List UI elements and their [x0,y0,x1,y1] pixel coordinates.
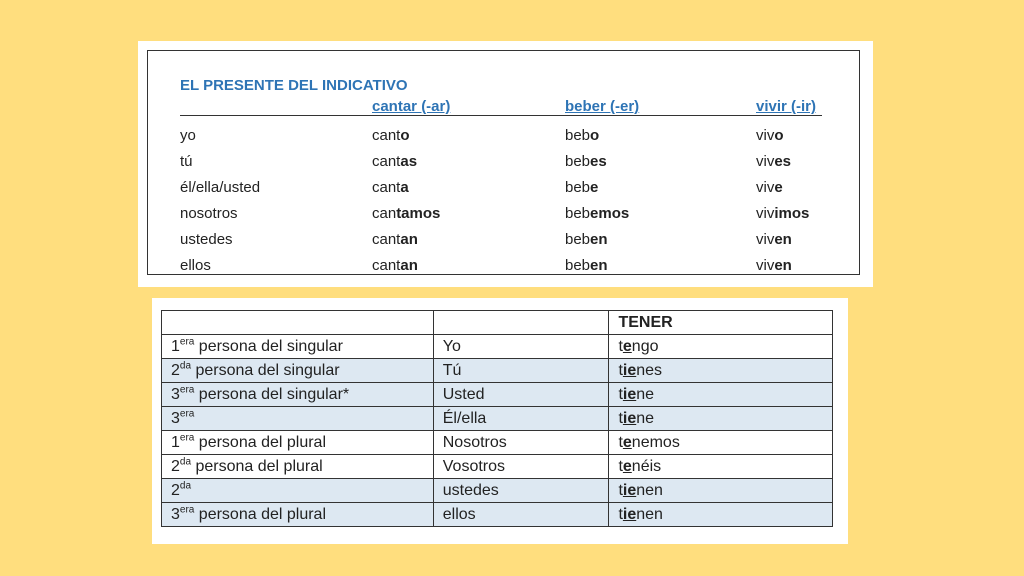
verb-ending: es [590,153,607,170]
conjugated-form-ar [372,127,410,144]
header-beber: beber (-er) [565,98,640,115]
verb-stem: can [372,205,397,222]
person-description: persona del plural [194,433,326,451]
header-empty-cell [433,311,609,335]
verb-ending: es [774,153,792,170]
stem-change: ie [622,385,637,403]
tener-form-cell [609,431,833,455]
tener-form-cell [609,335,833,359]
tener-row [162,359,833,383]
pronoun: yo [180,127,196,144]
verb-start: t [618,505,623,523]
verb-ending: tamos [396,205,441,222]
verb-ending: o [400,127,410,144]
tener-form-cell [609,359,833,383]
person-cell [162,479,434,503]
verb-rest: ne [636,385,655,403]
conjugated-form-ir [756,231,792,248]
person-number: 2 [171,457,180,475]
person-description: persona del singular [191,361,340,379]
tener-table [161,310,833,527]
person-cell [162,383,434,407]
person-number: 1 [171,433,180,451]
conjugated-form-er [565,231,608,248]
header-cantar: cantar (-ar) [372,98,451,115]
verb-stem: viv [756,127,775,144]
verb-stem: viv [756,231,775,248]
verb-rest: néis [631,457,662,475]
conjugated-form-ar [372,205,440,222]
conjugated-form-er [565,153,607,170]
person-cell [162,359,434,383]
person-description: persona del singular [194,337,343,355]
conjugated-form-ir [756,179,783,196]
conjugated-form-er [565,257,608,274]
ordinal-suffix: da [179,456,192,468]
person-number: 2 [171,481,180,499]
pronoun-cell: ustedes [433,479,609,503]
tener-form-cell [609,479,833,503]
pronoun: ustedes [180,231,233,248]
verb-start: t [618,337,623,355]
pronoun-cell: Tú [433,359,609,383]
conjugated-form-ir [756,127,784,144]
verb-stem: beb [565,231,591,248]
conjugation-row [148,231,859,257]
conjugated-form-ar [372,257,418,274]
verb-stem: viv [756,205,775,222]
verb-ending: en [590,231,608,248]
stem-change: ie [622,409,637,427]
verb-rest: nen [636,481,663,499]
person-description: persona del plural [194,505,326,523]
pronoun-cell: Vosotros [433,455,609,479]
conjugated-form-ar [372,153,417,170]
verb-stem: beb [565,127,591,144]
verb-start: t [618,457,623,475]
header-vivir: vivir (-ir) [756,98,817,115]
verb-ending: imos [774,205,810,222]
ordinal-suffix: era [179,432,195,444]
conjugation-row [148,257,859,283]
person-number: 1 [171,337,180,355]
header-empty-cell [162,311,434,335]
person-cell [162,335,434,359]
person-number: 3 [171,409,180,427]
conjugated-form-er [565,179,598,196]
conjugation-row [148,179,859,205]
pronoun: nosotros [180,205,238,222]
verb-ending: o [774,127,784,144]
verb-rest: nemos [631,433,680,451]
tener-header-row [162,311,833,335]
verb-ending: as [400,153,418,170]
verb-stem: cant [372,231,401,248]
person-cell [162,455,434,479]
pronoun: tú [180,153,193,170]
ordinal-suffix: era [179,384,195,396]
conjugated-form-ir [756,153,791,170]
person-description: persona del singular* [194,385,350,403]
tener-panel [152,298,848,544]
verb-ending: en [774,231,792,248]
pronoun: ellos [180,257,211,274]
ordinal-suffix: da [179,480,192,492]
ordinal-suffix: era [179,504,195,516]
verb-stem: cant [372,257,401,274]
verb-start: t [618,385,623,403]
stem-change: e [622,457,632,475]
conjugated-form-er [565,127,599,144]
tener-row [162,455,833,479]
verb-stem: viv [756,179,775,196]
verb-rest: ngo [631,337,659,355]
stem-change: ie [622,481,637,499]
person-cell [162,407,434,431]
verb-ending: en [590,257,608,274]
stem-change: e [622,337,632,355]
pronoun-cell: ellos [433,503,609,527]
tener-row [162,431,833,455]
verb-stem: cant [372,179,401,196]
verb-stem: beb [565,205,591,222]
verb-stem: beb [565,257,591,274]
verb-stem: beb [565,179,591,196]
stem-change: e [622,433,632,451]
conjugation-row [148,127,859,153]
person-cell [162,503,434,527]
verb-stem: beb [565,153,591,170]
verb-ending: e [774,179,783,196]
verb-ending: an [400,257,418,274]
verb-rest: ne [636,409,655,427]
pronoun-cell: Nosotros [433,431,609,455]
tener-form-cell [609,407,833,431]
verb-stem: viv [756,153,775,170]
tener-row [162,383,833,407]
person-number: 3 [171,385,180,403]
person-number: 3 [171,505,180,523]
stem-change: ie [622,361,637,379]
tener-form-cell [609,455,833,479]
pronoun-cell: Usted [433,383,609,407]
verb-ending: en [774,257,792,274]
tener-form-cell [609,503,833,527]
verb-ending: e [590,179,599,196]
verb-start: t [618,433,623,451]
conjugation-row [148,153,859,179]
verb-stem: viv [756,257,775,274]
verb-stem: cant [372,127,401,144]
conjugated-form-ir [756,205,809,222]
person-description: persona del plural [191,457,323,475]
ordinal-suffix: era [179,336,195,348]
conjugated-form-ar [372,179,409,196]
pronoun: él/ella/usted [180,179,261,196]
verb-ending: o [590,127,600,144]
person-number: 2 [171,361,180,379]
verb-ending: an [400,231,418,248]
conjugated-form-er [565,205,629,222]
tener-row [162,503,833,527]
pronoun-cell: Él/ella [433,407,609,431]
conjugated-form-ir [756,257,792,274]
tener-row [162,407,833,431]
verb-ending: a [400,179,409,196]
ordinal-suffix: era [179,408,195,420]
header-rule [180,115,822,116]
conjugation-row [148,205,859,231]
ordinal-suffix: da [179,360,192,372]
tener-form-cell [609,383,833,407]
present-indicative-panel [138,41,873,287]
verb-rest: nes [636,361,663,379]
verb-ending: emos [590,205,630,222]
tener-header: TENER [609,311,833,335]
present-indicative-frame [147,50,860,275]
verb-rest: nen [636,505,663,523]
verb-start: t [618,409,623,427]
conjugated-form-ar [372,231,418,248]
person-cell [162,431,434,455]
pronoun-cell: Yo [433,335,609,359]
tener-row [162,335,833,359]
stem-change: ie [622,505,637,523]
verb-start: t [618,361,623,379]
present-indicative-title: EL PRESENTE DEL INDICATIVO [180,77,408,94]
tener-row [162,479,833,503]
verb-start: t [618,481,623,499]
verb-stem: cant [372,153,401,170]
